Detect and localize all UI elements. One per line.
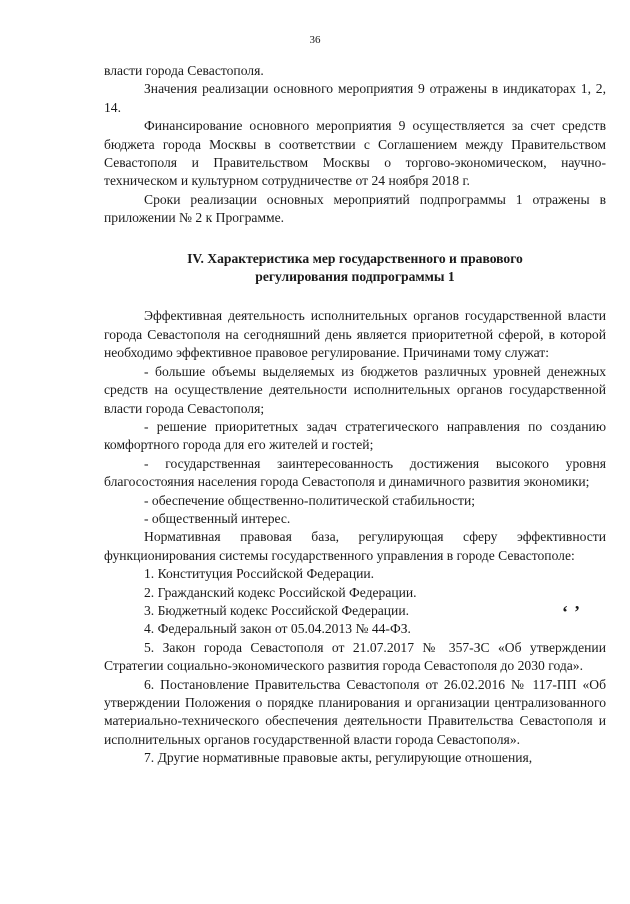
- paragraph: Эффективная деятельность исполнительных органов государственной власти города Севастополя на сегодняшний день является приоритетной сферой, в которой необходимо эффективное правовое регулирование. Причинами тому служат:: [104, 308, 606, 361]
- list-item: - государственная заинтересованность достижения высокого уровня благосостояния населения города Севастополя и динамичного развития экономики;: [104, 455, 606, 490]
- list-item: - большие объемы выделяемых из бюджетов различных уровней денежных средств на осуществление деятельности исполнительных органов государственной власти города Севастополя;: [104, 363, 606, 416]
- page-number: 36: [309, 34, 321, 46]
- list-item: - обеспечение общественно-политической стабильности;: [144, 492, 476, 508]
- list-item: 4. Федеральный закон от 05.04.2013 № 44-ФЗ.: [144, 621, 411, 637]
- paragraph: Значения реализации основного мероприятия 9 отражены в индикаторах 1, 2, 14.: [104, 81, 606, 115]
- list-item: - решение приоритетных задач стратегического направления по созданию комфортного города для его жителей и гостей;: [104, 418, 606, 453]
- list-item: - общественный интерес.: [144, 510, 291, 526]
- paragraph: Сроки реализации основных мероприятий подпрограммы 1 отражены в приложении № 2 к Программе.: [104, 191, 606, 226]
- list-item: 5. Закон города Севастополя от 21.07.2017 № 357-ЗС «Об утверждении Стратегии социально-экономического развития города Севастополя до 2030 года».: [104, 639, 606, 674]
- list-item: 2. Гражданский кодекс Российской Федерации.: [144, 584, 417, 600]
- list-item: 3. Бюджетный кодекс Российской Федерации.: [144, 602, 410, 618]
- list-item: 6. Постановление Правительства Севастополя от 26.02.2016 № 117-ПП «Об утверждении Положения о порядке планирования и организации централизованного материально-технического обеспечения деятельности Правительства Севастополя и исполнительных органов государственной власти города Севастополя».: [104, 676, 606, 747]
- list-item: 7. Другие нормативные правовые акты, регулирующие отношения,: [144, 750, 533, 766]
- section-heading-line: регулирования подпрограммы 1: [255, 269, 455, 285]
- paragraph: Финансирование основного мероприятия 9 осуществляется за счет средств бюджета города Москвы в соответствии с Соглашением между Правительством Севастополя и Правительством Москвы о торгово-экономическом, научно-техническом и культурном сотрудничестве от 24 ноября 2018 г.: [104, 118, 606, 189]
- section-heading: [104, 250, 606, 287]
- paragraph: власти города Севастополя.: [104, 63, 264, 78]
- section-heading-line: IV. Характеристика мер государственного и правового: [187, 250, 523, 266]
- margin-mark: ‘’: [562, 602, 586, 622]
- page-body: [104, 62, 606, 768]
- paragraph: Нормативная правовая база, регулирующая сферу эффективности функционирования системы государственного управления в городе Севастополе:: [104, 529, 606, 563]
- list-item: 1. Конституция Российской Федерации.: [144, 566, 375, 582]
